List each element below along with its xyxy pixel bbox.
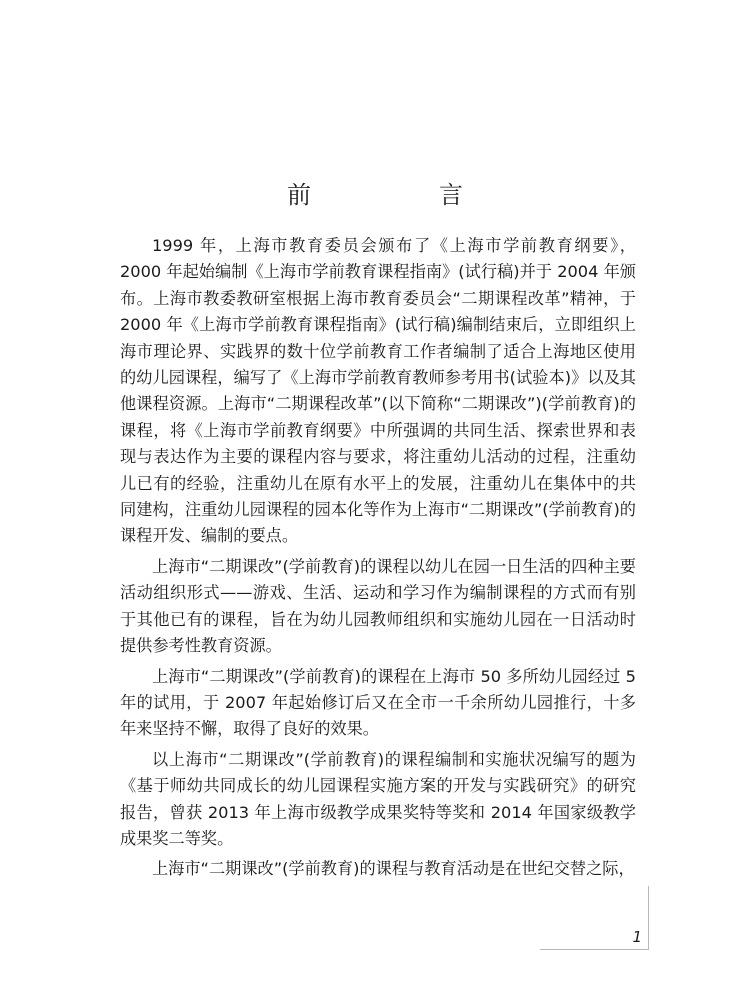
- paragraph: 1999 年，上海市教育委员会颁布了《上海市学前教育纲要》，2000 年起始编制《上海市学前教育课程指南》(试行稿)并于 2004 年颁布。上海市教委教研室根据上海市教育委员会“二期课程改革”精神，于 2000 年《上海市学前教育课程指南》(试行稿)编制结束后，立即组织上海市理论界、实践界的数十位学前教育工作者编制了适合上海地区使用的幼儿园课程，编写了《上海市学前教育教师参考用书(试验本)》以及其他课程资源。上海市“二期课程改革”(以下简称“二期课改”)(学前教育)的课程，将《上海市学前教育纲要》中所强调的共同生活、探索世界和表现与表达作为主要的课程内容与要求，将注重幼儿活动的过程，注重幼儿已有的经验，注重幼儿在原有水平上的发展，注重幼儿在集体中的共同建构，注重幼儿园课程的园本化等作为上海市“二期课改”(学前教育)的课程开发、编制的要点。: [120, 236, 636, 546]
- footer-divider-vertical: [648, 886, 649, 950]
- paragraph: 以上海市“二期课改”(学前教育)的课程编制和实施状况编写的题为《基于师幼共同成长的幼儿园课程实施方案的开发与实践研究》的研究报告，曾获 2013 年上海市级教学成果奖特等奖和 2014 年国家级教学成果奖二等奖。: [120, 749, 636, 848]
- page-number: 1: [632, 928, 642, 946]
- body-text: [120, 233, 636, 883]
- page-title: 前 言: [287, 181, 515, 210]
- paragraph: 上海市“二期课改”(学前教育)的课程在上海市 50 多所幼儿园经过 5 年的试用，于 2007 年起始修订后又在全市一千余所幼儿园推行，十多年来坚持不懈，取得了良好的效果。: [120, 666, 636, 739]
- footer-divider-horizontal: [540, 949, 649, 950]
- paragraph: 上海市“二期课改”(学前教育)的课程以幼儿在园一日生活的四种主要活动组织形式——游戏、生活、运动和学习作为编制课程的方式而有别于其他已有的课程，旨在为幼儿园教师组织和实施幼儿园在一日活动时提供参考性教育资源。: [120, 556, 636, 656]
- paragraph: 上海市“二期课改”(学前教育)的课程与教育活动是在世纪交替之际，: [152, 859, 635, 879]
